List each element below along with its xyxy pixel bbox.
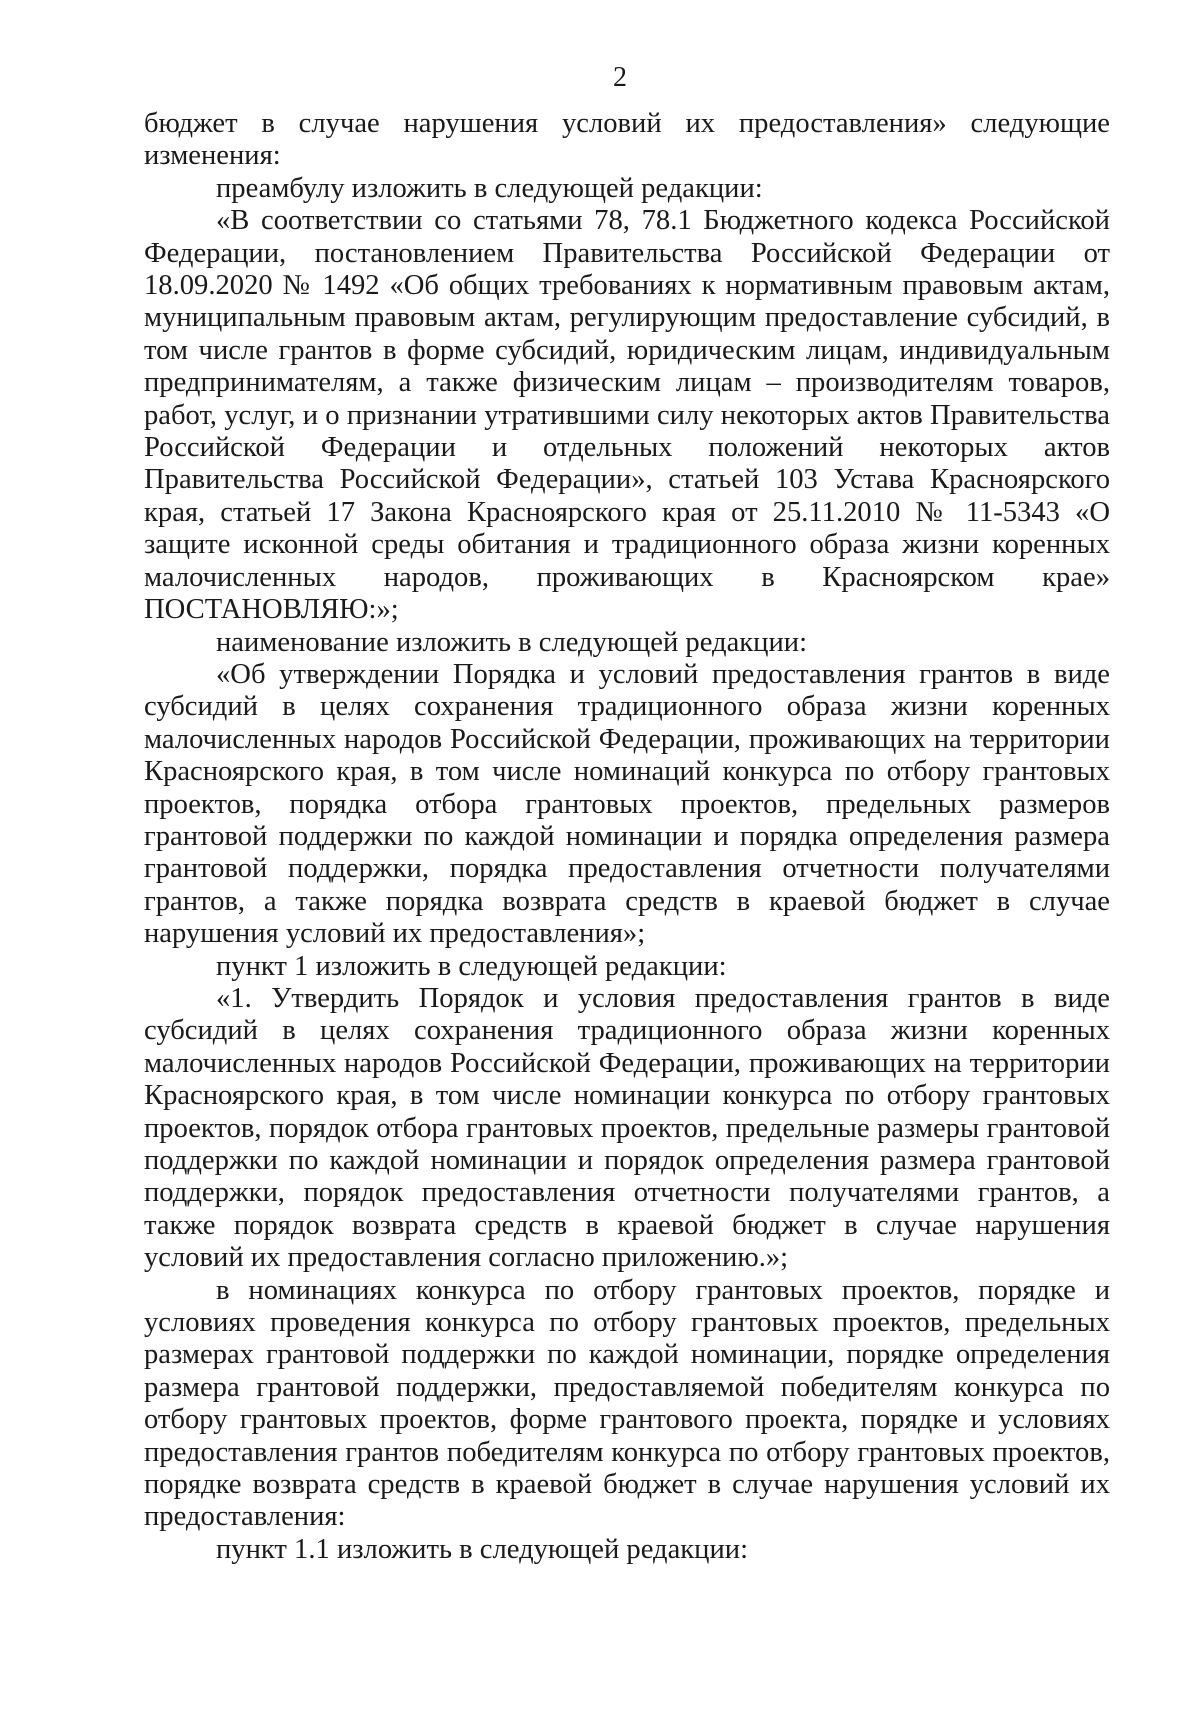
paragraph-preamble-instruction: преамбулу изложить в следующей редакции: [216, 172, 763, 204]
paragraph-title-instruction: наименование изложить в следующей редакции: [216, 626, 808, 658]
paragraph-preamble-text: «В соответствии со статьями 78, 78.1 Бюджетного кодекса Российской Федерации, постановлением Правительства Российской Федерации от 18.09.2020 № 1492 «Об общих требованиях к нормативным правовым актам, муниципальным правовым актам, регулирующим предоставление субсидий, в том числе грантов в форме субсидий, юридическим лицам, индивидуальным предпринимателям, а также физическим лицам – производителям товаров, работ, услуг, и о признании утратившими силу некоторых актов Правительства Российской Федерации и отдельных положений некоторых актов Правительства Российской Федерации», статьей 103 Устава Красноярского края, статьей 17 Закона Красноярского края от 25.11.2010 № 11-5343 «О защите исконной среды обитания и традиционного образа жизни коренных малочисленных народов, проживающих в Красноярском крае» ПОСТАНОВЛЯЮ:»; [144, 205, 1110, 626]
page-number: 2 [613, 62, 627, 93]
document-body [144, 108, 1110, 1566]
paragraph-continuation: бюджет в случае нарушения условий их предоставления» следующие изменения: [144, 108, 1110, 172]
paragraph-point1-text: «1. Утвердить Порядок и условия предоставления грантов в виде субсидий в целях сохранения традиционного образа жизни коренных малочисленных народов Российской Федерации, проживающих на территории Красноярского края, в том числе номинации конкурса по отбору грантовых проектов, порядок отбора грантовых проектов, предельные размеры грантовой поддержки по каждой номинации и порядок определения размера грантовой поддержки, порядок предоставления отчетности получателями грантов, а также порядок возврата средств в краевой бюджет в случае нарушения условий их предоставления согласно приложению.»; [144, 982, 1110, 1274]
paragraph-point1-instruction: пункт 1 изложить в следующей редакции: [216, 950, 727, 982]
paragraph-nominations: в номинациях конкурса по отбору грантовых проектов, порядке и условиях проведения конкурса по отбору грантовых проектов, предельных размерах грантовой поддержки по каждой номинации, порядке определения размера грантовой поддержки, предоставляемой победителям конкурса по отбору грантовых проектов, форме грантового проекта, порядке и условиях предоставления грантов победителям конкурса по отбору грантовых проектов, порядке возврата средств в краевой бюджет в случае нарушения условий их предоставления: [144, 1274, 1110, 1533]
paragraph-point1-1-instruction: пункт 1.1 изложить в следующей редакции: [216, 1533, 749, 1565]
paragraph-title-text: «Об утверждении Порядка и условий предоставления грантов в виде субсидий в целях сохранения традиционного образа жизни коренных малочисленных народов Российской Федерации, проживающих на территории Красноярского края, в том числе номинаций конкурса по отбору грантовых проектов, порядка отбора грантовых проектов, предельных размеров грантовой поддержки по каждой номинации и порядка определения размера грантовой поддержки, порядка предоставления отчетности получателями грантов, а также порядка возврата средств в краевой бюджет в случае нарушения условий их предоставления»; [144, 658, 1110, 950]
